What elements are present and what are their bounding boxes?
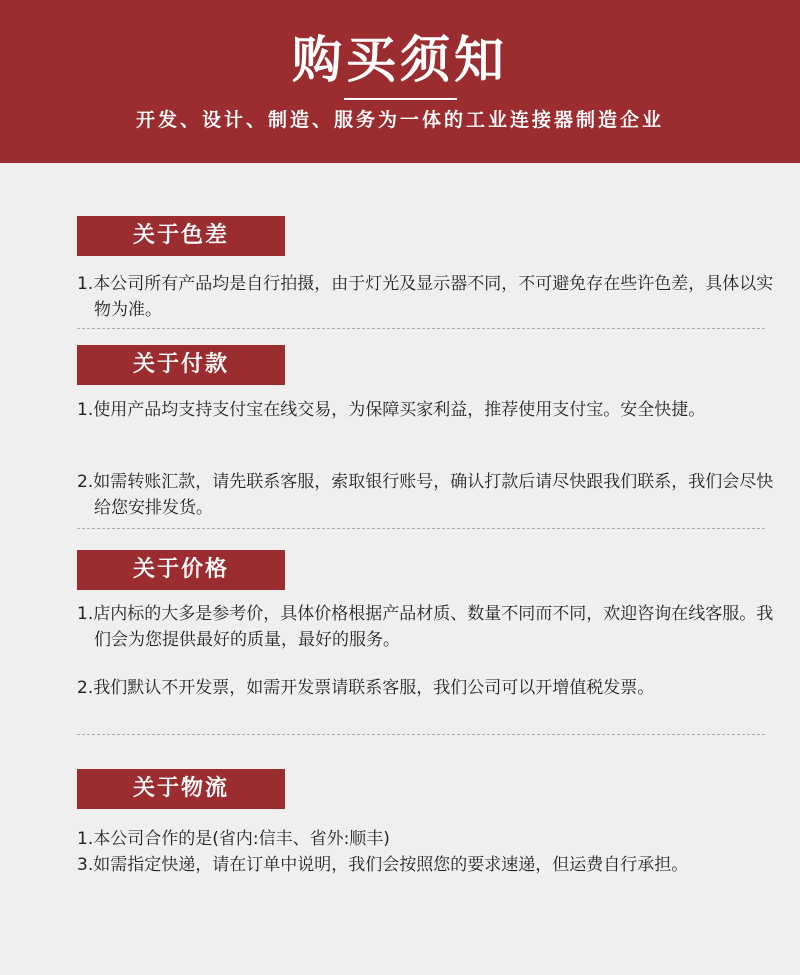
logistics-item-1: 1.本公司合作的是(省内:信丰、省外:顺丰) — [77, 829, 390, 849]
price-item-2: 2.我们默认不开发票，如需开发票请联系客服，我们公司可以开增值税发票。 — [77, 678, 655, 698]
section-divider — [77, 528, 765, 529]
section-divider — [77, 328, 765, 329]
section-header-price: 关于价格 — [77, 550, 285, 590]
section-header-color-difference: 关于色差 — [77, 216, 285, 256]
price-item-1: 1.店内标的大多是参考价，具体价格根据产品材质、数量不同而不同，欢迎咨询在线客服。我们会为您提供最好的质量，最好的服务。 — [77, 604, 774, 650]
logistics-item-2: 3.如需指定快递，请在订单中说明，我们会按照您的要求速递，但运费自行承担。 — [77, 855, 689, 875]
page-subtitle: 开发、设计、制造、服务为一体的工业连接器制造企业 — [135, 109, 664, 131]
payment-item-1: 1.使用产品均支持支付宝在线交易，为保障买家利益，推荐使用支付宝。安全快捷。 — [77, 400, 706, 420]
color-difference-item-1: 1.本公司所有产品均是自行拍摄，由于灯光及显示器不同，不可避免存在些许色差，具体以实物为准。 — [77, 274, 774, 320]
section-header-payment: 关于付款 — [77, 345, 285, 385]
section-header-logistics: 关于物流 — [77, 769, 285, 809]
page-title: 购买须知 — [292, 31, 508, 89]
title-underline — [344, 98, 457, 100]
payment-item-2: 2.如需转账汇款，请先联系客服，索取银行账号，确认打款后请尽快跟我们联系，我们会尽快给您安排发货。 — [77, 472, 774, 518]
section-divider — [77, 734, 765, 735]
header-banner — [0, 0, 800, 163]
